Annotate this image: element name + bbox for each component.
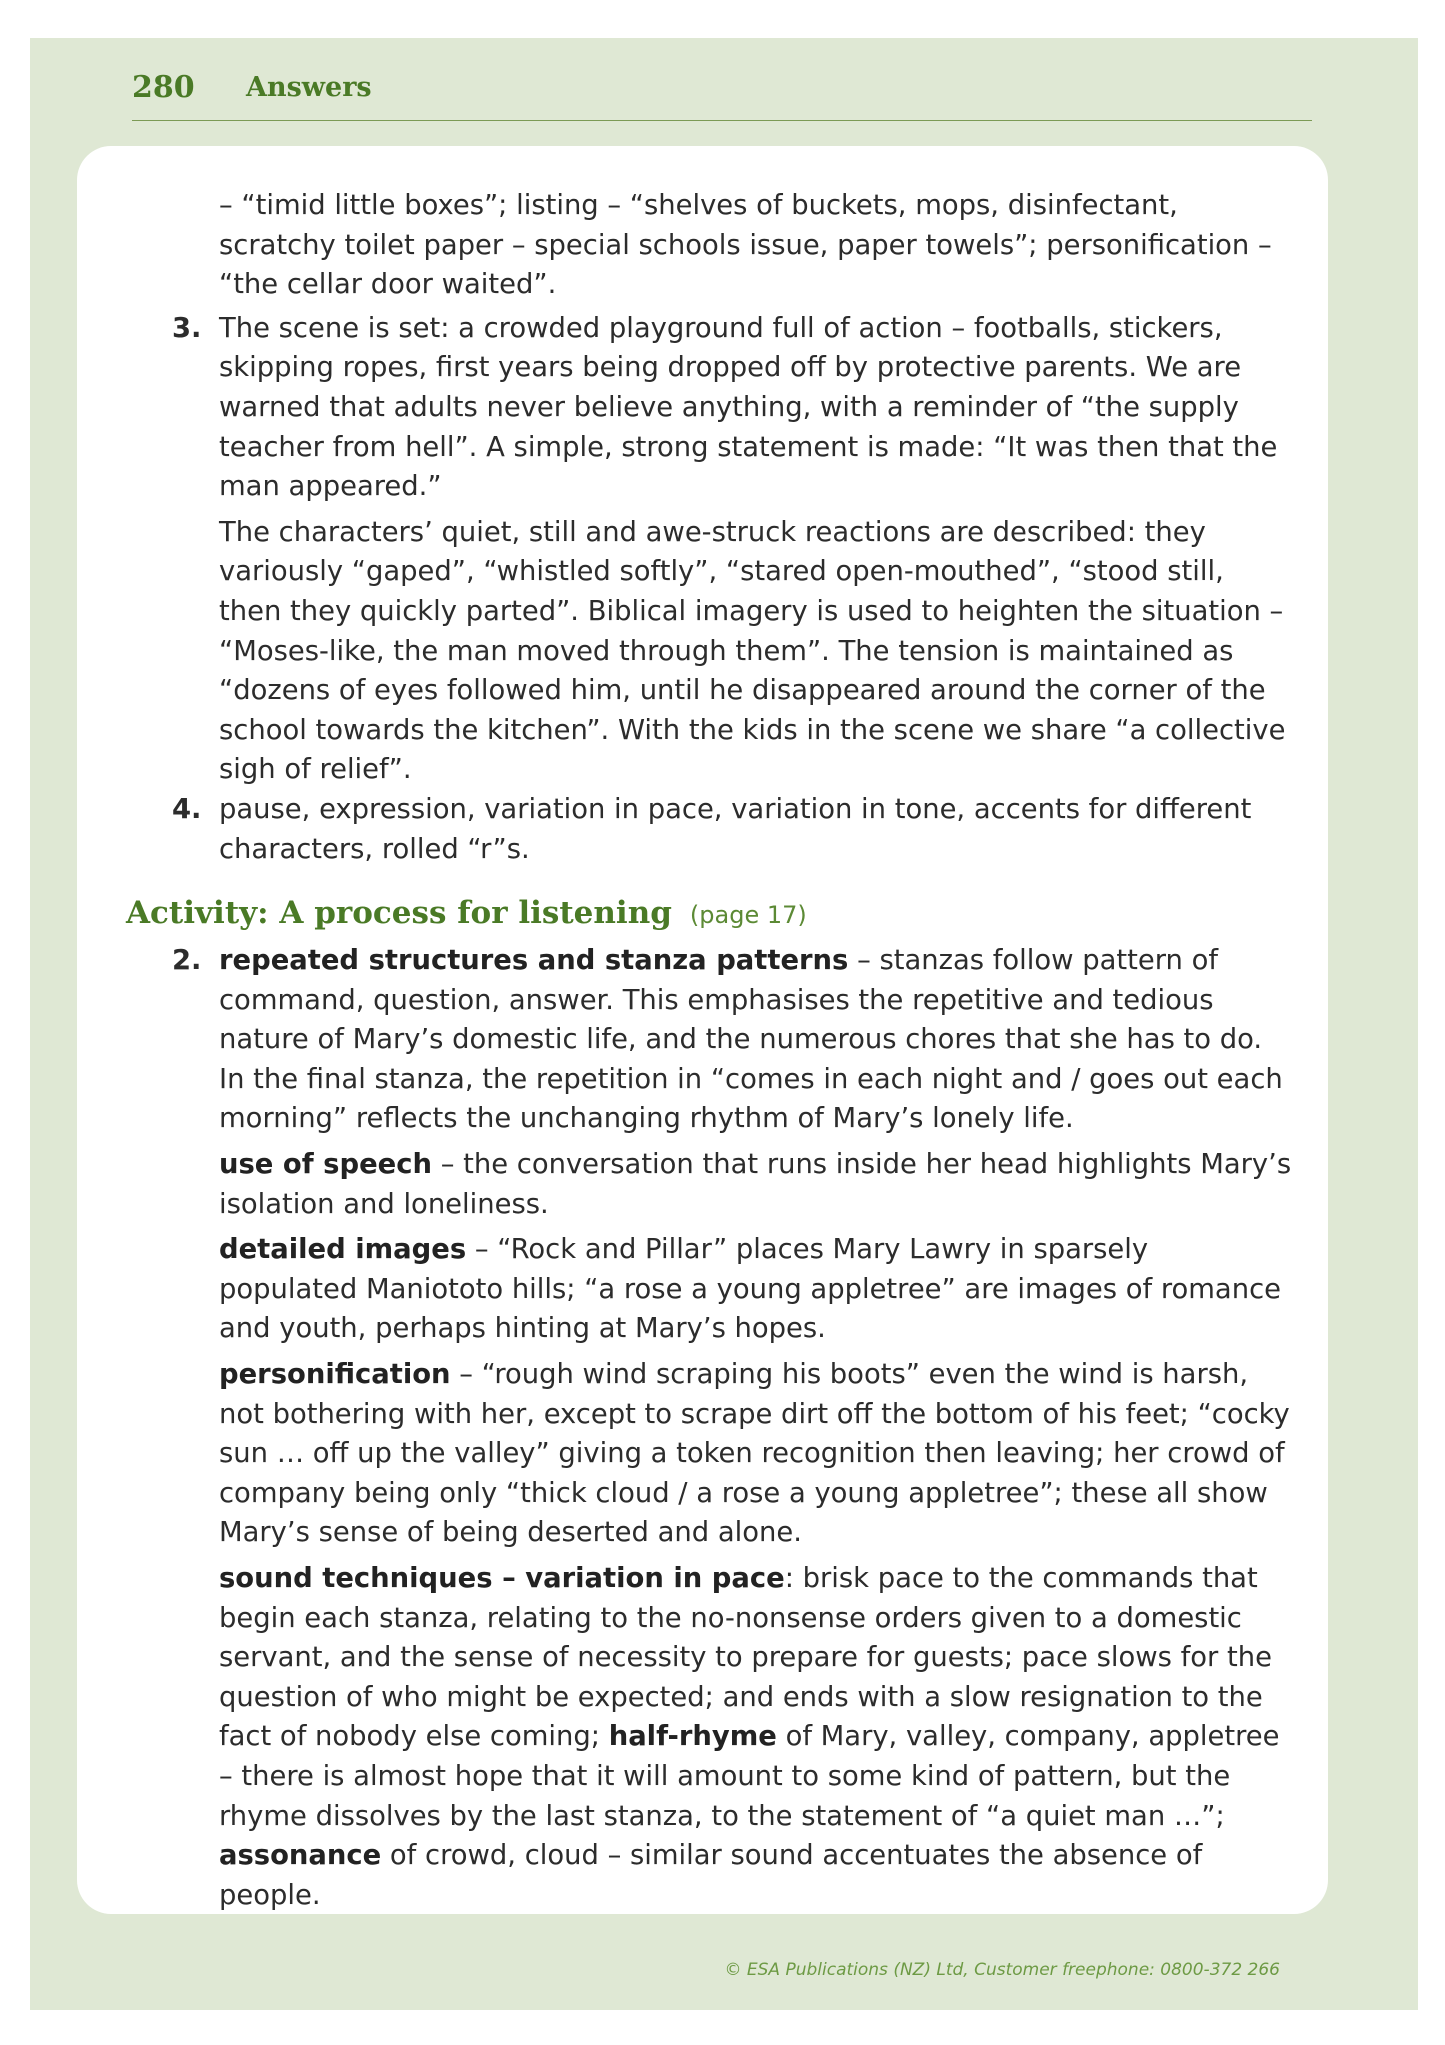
answer-item-2 <box>172 941 1292 1915</box>
technique-paragraph: repeated structures and stanza patterns – stanzas follow pattern of command, question, answer. This emphasises the repetitive and tedious nature of Mary’s domestic life, and the numerous chores that she has to do. In the final stanza, the repetition in “comes in each night and / goes out each morning” reflects the unchanging rhythm of Mary’s lonely life. <box>219 945 1283 1135</box>
content-card <box>77 146 1328 1914</box>
item-number: 2. <box>172 945 202 977</box>
activity-title: Activity: A process for listening <box>126 895 672 932</box>
answer-item-3 <box>172 309 1292 790</box>
item-number: 3. <box>172 312 202 344</box>
technique-paragraph: detailed images – “Rock and Pillar” places Mary Lawry in sparsely populated Maniototo hills; “a rose a young appletree” are images of romance and youth, perhaps hinting at Mary’s hopes. <box>219 1234 1281 1345</box>
technique-paragraph: use of speech – the conversation that runs inside her head highlights Mary’s isolation and loneliness. <box>219 1149 1292 1220</box>
activity-page-ref: (page 17) <box>689 901 807 930</box>
technique-term: sound techniques – variation in pace <box>219 1563 785 1594</box>
item-number: 4. <box>172 793 202 825</box>
technique-term: repeated structures and stanza patterns <box>219 945 849 977</box>
page-number: 280 <box>132 70 195 105</box>
item-paragraph: pause, expression, variation in pace, variation in tone, accents for different characters, rolled “r”s. <box>219 793 1252 865</box>
technique-term: half-rhyme <box>608 1721 777 1753</box>
answer-item-4 <box>172 790 1292 869</box>
item-paragraph: The characters’ quiet, still and awe-struck reactions are described: they variously “gaped”, “whistled softly”, “stared open-mouthed”, “stood still, then they quickly parted”. Biblical imagery is used to heighten the situation – “Moses-like, the man moved through them”. The tension is maintained as “dozens of eyes followed him, until he disappeared around the corner of the school towards the kitchen”. With the kids in the scene we share “a collective sigh of relief”. <box>219 516 1286 786</box>
section-title: Answers <box>246 72 372 103</box>
technique-term: personification <box>219 1359 451 1391</box>
technique-term: assonance <box>219 1840 382 1872</box>
content-body <box>77 186 1328 1915</box>
technique-paragraph: personification – “rough wind scraping his boots” even the wind is harsh, not bothering with her, except to scrape dirt off the bottom of his feet; “cocky sun … off up the valley” giving a token recognition then leaving; her crowd of company being only “thick cloud / a rose a young appletree”; these all show Mary’s sense of being deserted and alone. <box>219 1359 1290 1549</box>
continuation-text: – “timid little boxes”; listing – “shelves of buckets, mops, disinfectant, scratchy toilet paper – special schools issue, paper towels”; personification – “the cellar door waited”. <box>219 190 1272 301</box>
item-paragraph: The scene is set: a crowded playground full of action – footballs, stickers, skipping ropes, first years being dropped off by protective parents. We are warned that adults never believe anything, with a reminder of “the supply teacher from hell”. A simple, strong statement is made: “It was then that the man appeared.” <box>219 312 1278 503</box>
technique-term: use of speech <box>219 1149 432 1181</box>
page-header <box>132 70 1312 121</box>
activity-heading <box>126 893 1328 935</box>
technique-paragraph: sound techniques – variation in pace: brisk pace to the commands that begin each stanza, relating to the no-nonsense orders given to a domestic servant, and the sense of necessity to prepare for guests; pace slows for the question of who might be expected; and ends with a slow resignation to the fact of nobody else coming; half-rhyme of Mary, valley, company, appletree – there is almost hope that it will amount to some kind of pattern, but the rhyme dissolves by the last stanza, to the statement of “a quiet man …”; assonance of crowd, cloud – similar sound accentuates the absence of people. <box>219 1563 1280 1911</box>
copyright-footer: © ESA Publications (NZ) Ltd, Customer freephone: 0800-372 266 <box>724 1960 1280 1980</box>
technique-term: detailed images <box>219 1234 467 1266</box>
